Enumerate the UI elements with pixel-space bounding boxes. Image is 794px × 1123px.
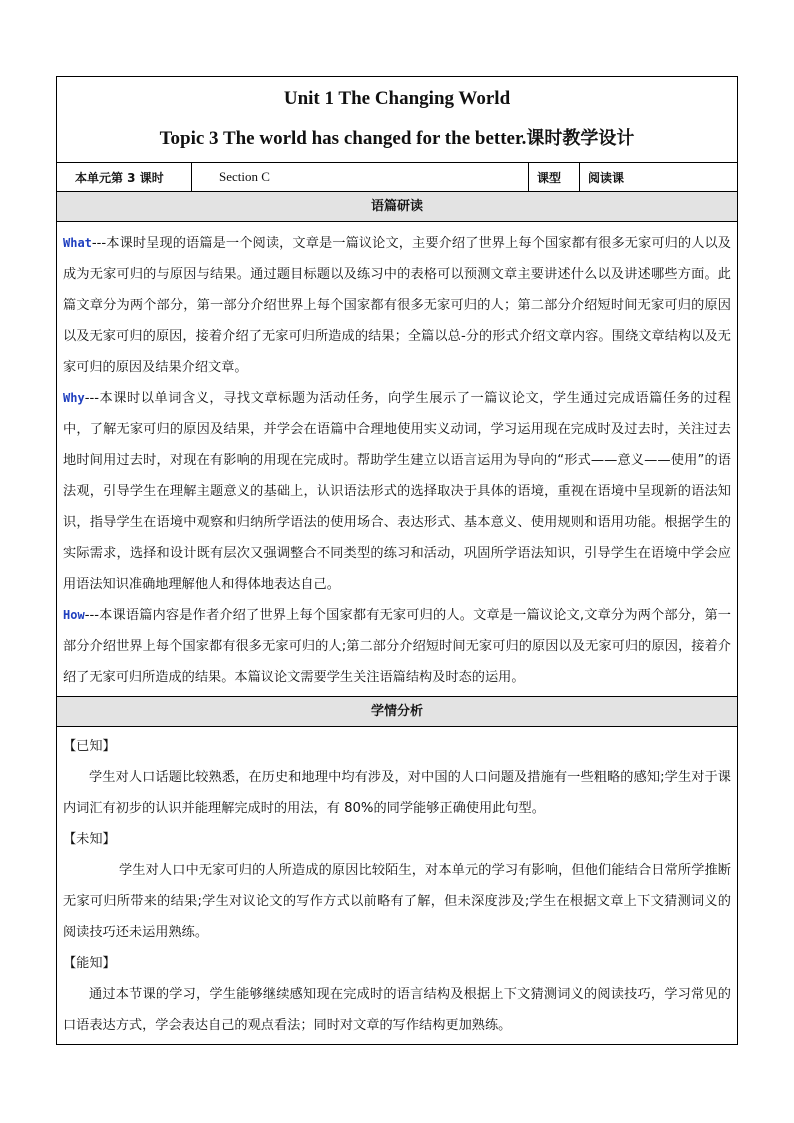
text-study-heading: 语篇研读 [57,192,737,222]
analysis-heading: 学情分析 [57,697,737,727]
info-row [57,163,737,192]
why-label: Why [63,391,85,405]
text-study-body [57,222,737,697]
topic-title-en: Topic 3 The world has changed for the better. [159,128,527,149]
unknown-label: 【未知】 [63,832,116,847]
section-name: Section C [192,163,529,191]
lesson-type-value: 阅读课 [588,170,625,185]
analysis-body [57,727,737,1044]
topic-title-cn: 课时教学设计 [526,128,635,149]
lesson-number: 本单元第 3 课时 [57,163,192,191]
able-label: 【能知】 [63,956,116,971]
title-block [57,77,737,163]
what-paragraph [63,228,731,383]
known-label: 【已知】 [63,739,116,754]
how-text: ---本课语篇内容是作者介绍了世界上每个国家都有无家可归的人。文章是一篇议论文,文章分为两个部分，第一部分介绍世界上每个国家都有很多无家可归的人;第二部分介绍短时间无家可归的原因以及无家可归的原因，接着介绍了无家可归所造成的结果。本篇议论文需要学生关注语篇结构及时态的运用。 [63,608,731,685]
unknown-text: 学生对人口中无家可归的人所造成的原因比较陌生，对本单元的学习有影响，但他们能结合日常所学推断无家可归所带来的结果;学生对议论文的写作方式以前略有了解，但未深度涉及;学生在根据文章上下文猜测词义的阅读技巧还未运用熟练。 [63,863,731,940]
known-text: 学生对人口话题比较熟悉，在历史和地理中均有涉及，对中国的人口问题及措施有一些粗略的感知;学生对于课内词汇有初步的认识并能理解完成时的用法，有 80%的同学能够正确使用此句型。 [63,770,731,816]
why-text: ---本课时以单词含义，寻找文章标题为活动任务，向学生展示了一篇议论文，学生通过完成语篇任务的过程中，了解无家可归的原因及结果，并学会在语篇中合理地使用实义动词，学习运用现在完成时及过去时，关注过去地时间用过去时，对现在有影响的用现在完成时。帮助学生建立以语言运用为导向的“形式——意义——使用”的语法观，引导学生在理解主题意义的基础上，认识语法形式的选择取决于具体的语境，重视在语境中呈现新的语法知识，指导学生在语境中观察和归纳所学语法的使用场合、表达形式、基本意义、使用规则和语用功能。根据学生的实际需求，选择和设计既有层次又强调整合不同类型的练习和活动，巩固所学语法知识，引导学生在语境中学会应用语法知识准确地理解他人和得体地表达自己。 [63,391,731,592]
why-paragraph [63,383,731,600]
lesson-type-label: 课型 [529,163,580,191]
what-label: What [63,236,92,250]
what-text: ---本课时呈现的语篇是一个阅读，文章是一篇议论文，主要介绍了世界上每个国家都有很多无家可归的人以及成为无家可归的与原因与结果。通过题目标题以及练习中的表格可以预测文章主要讲述什么以及讲述哪些方面。此篇文章分为两个部分，第一部分介绍世界上每个国家都有很多无家可归的人；第二部分介绍短时间无家可归的原因以及无家可归的原因，接着介绍了无家可归所造成的结果；全篇以总-分的形式介绍文章内容。围绕文章结构以及无家可归的原因及结果介绍文章。 [63,236,731,375]
lesson-design-table [56,76,738,1045]
how-label: How [63,608,85,622]
able-text: 通过本节课的学习，学生能够继续感知现在完成时的语言结构及根据上下文猜测词义的阅读技巧，学习常见的口语表达方式，学会表达自己的观点看法；同时对文章的写作结构更加熟练。 [63,987,731,1033]
topic-title [57,127,737,151]
unit-title: Unit 1 The Changing World [283,88,511,109]
how-paragraph [63,600,731,693]
